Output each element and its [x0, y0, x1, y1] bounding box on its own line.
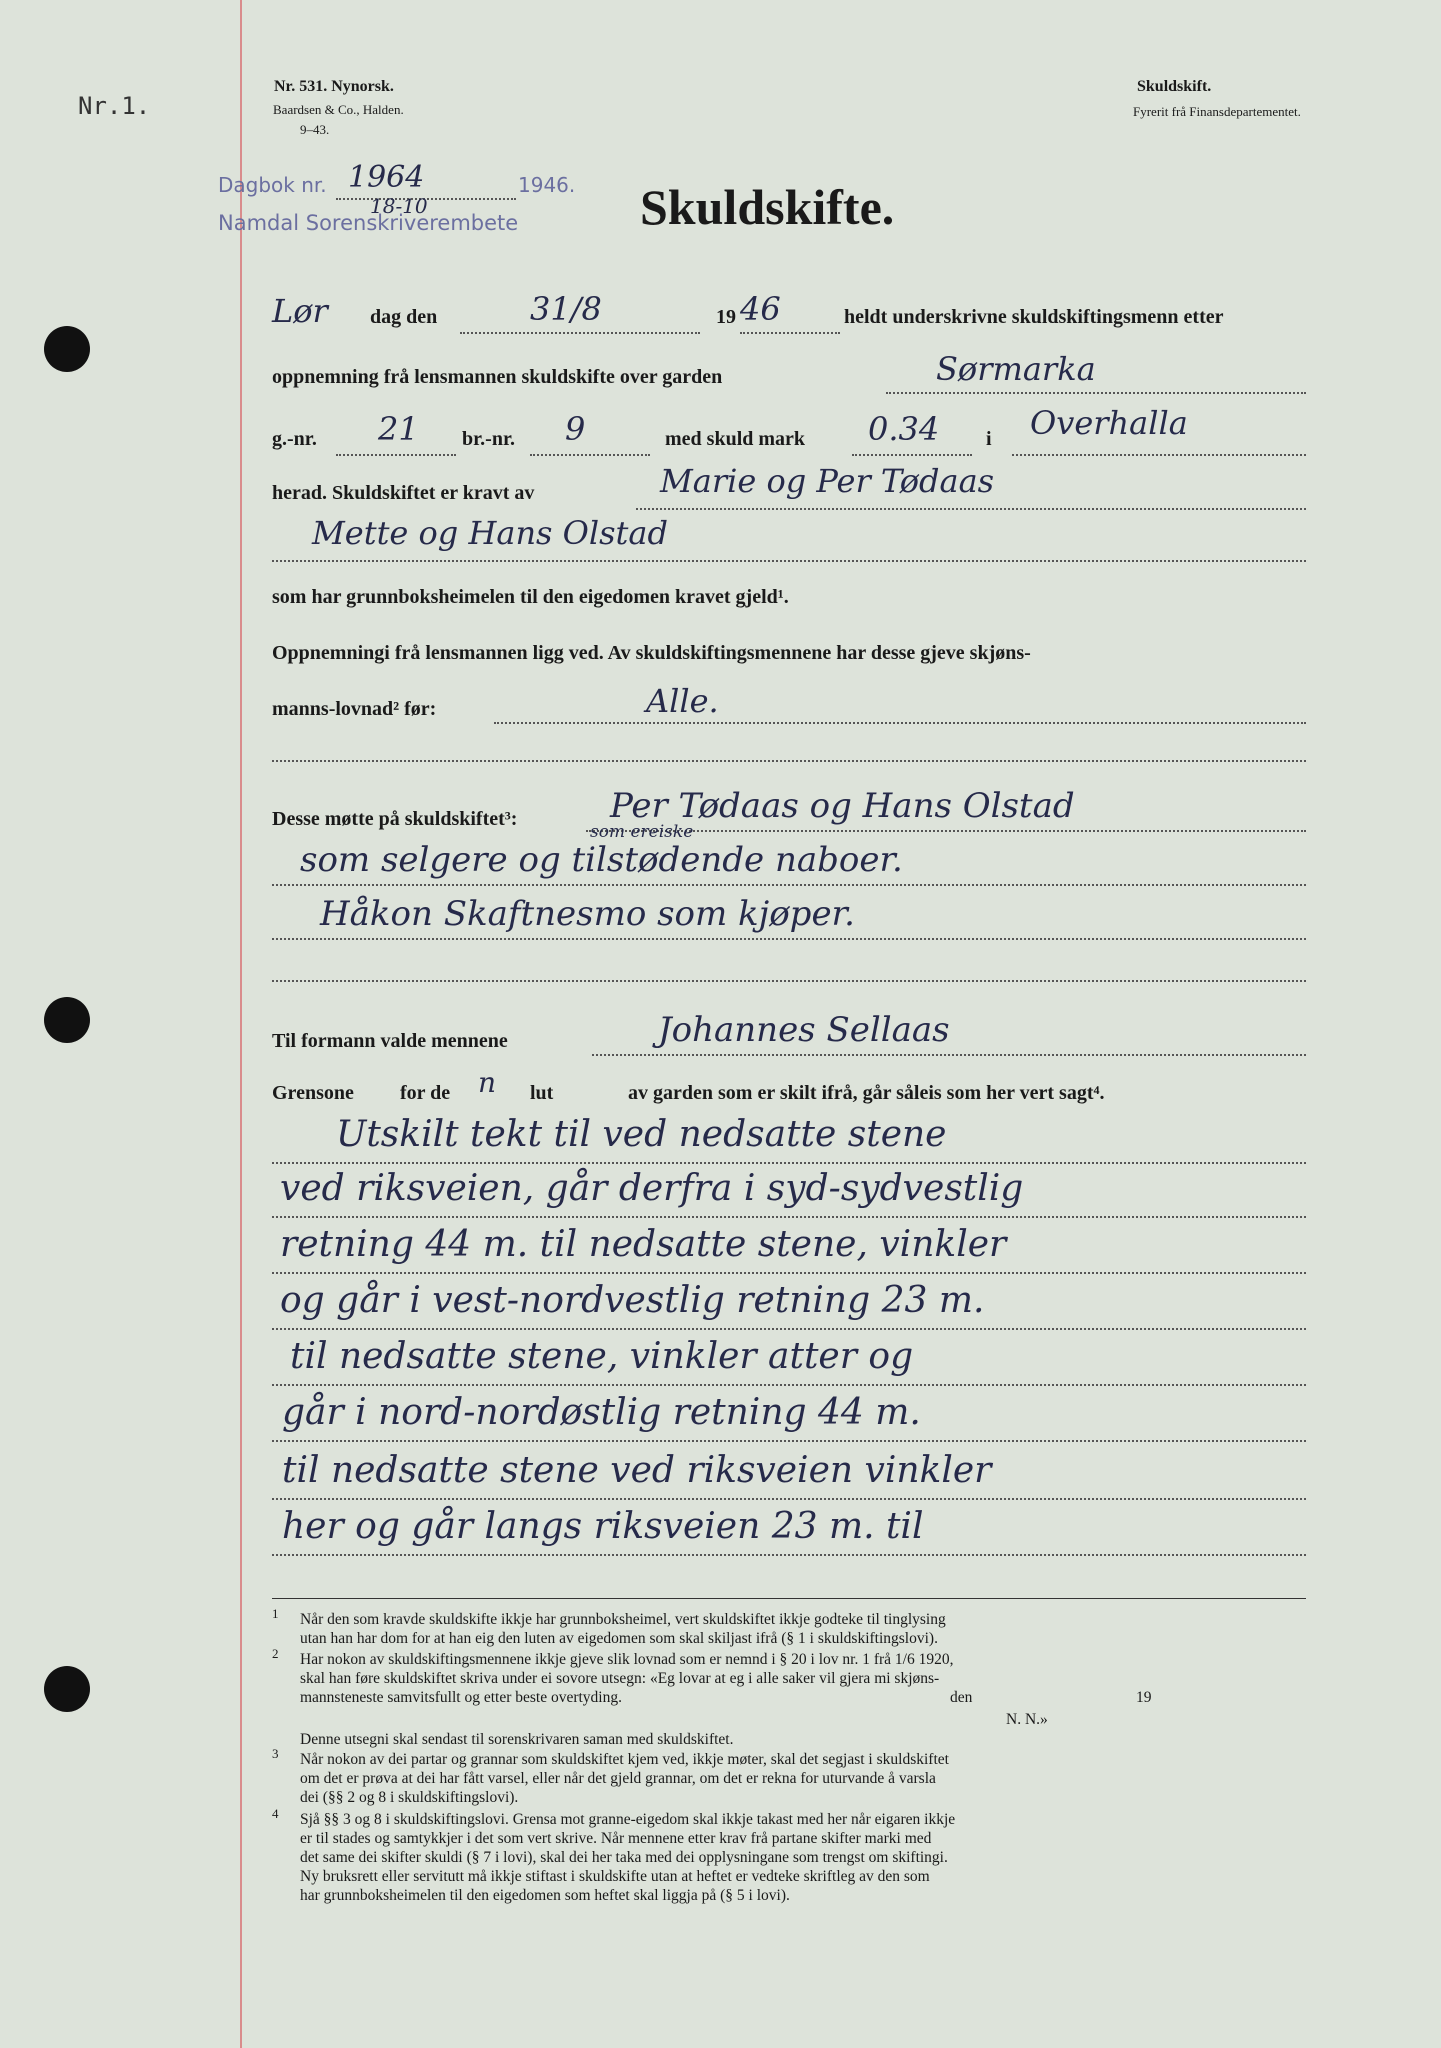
lovnad-value: Alle.	[646, 682, 719, 720]
herad-value: Overhalla	[1030, 404, 1188, 442]
mote-value-3: Håkon Skaftnesmo som kjøper.	[320, 894, 855, 934]
heldt-text: heldt underskrivne skuldskiftingsmenn etter	[844, 306, 1224, 328]
footnote-2-send: Denne utsegni skal sendast til sorenskrivaren saman med skuldskiftet.	[300, 1731, 734, 1748]
formann-value: Johannes Sellaas	[658, 1010, 950, 1050]
grensone-label: Grensone	[272, 1082, 354, 1104]
weekday-value: Lør	[272, 292, 328, 330]
mote-value-2: som selgere og tilstødende naboer.	[300, 840, 903, 880]
boundary-rule	[272, 1384, 1306, 1386]
date-value: 31/8	[530, 290, 602, 328]
stamp-date: 18-10	[370, 194, 428, 218]
mote-line-3	[272, 938, 1306, 940]
footnote-3-line: Når nokon av dei partar og grannar som skuldskiftet kjem ved, ikkje møter, skal det segjast i skuldskiftet	[300, 1751, 949, 1768]
form-print-date: 9–43.	[300, 122, 330, 137]
oppnemningi-text: Oppnemningi frå lensmannen ligg ved. Av skuldskiftingsmennene har desse gjeve skjøns-	[272, 642, 1031, 664]
footnote-2-den: den	[950, 1689, 973, 1706]
footnote-4-line: har grunnboksheimelen til den eigedomen som heftet skal liggja på (§ 5 i lovi).	[300, 1887, 790, 1904]
boundary-rule	[272, 1498, 1306, 1500]
boundary-line: ved riksveien, går derfra i syd-sydvestlig	[280, 1168, 1024, 1209]
lut-label: lut	[530, 1082, 554, 1104]
footnote-2-line: mannsteneste samvitsfullt og etter beste overtyding.	[300, 1689, 622, 1706]
gnr-line	[336, 454, 456, 456]
mote-line-1	[586, 830, 1306, 832]
form-name: Skuldskift.	[1137, 78, 1212, 95]
footnote-4-line: er til stades og samtykkjer i det som vert skrive. Når mennene etter krav frå partane skifter marki med	[300, 1830, 932, 1847]
boundary-rule	[272, 1272, 1306, 1274]
page-title: Skuldskifte.	[640, 179, 895, 235]
footnote-2-line: Har nokon av skuldskiftingsmennene ikkje gjeve slik lovnad som er nemnd i § 20 i lov nr. 1 frå 1/6 1920,	[300, 1651, 954, 1668]
for-de-label: for de	[400, 1082, 451, 1104]
grensone-text: av garden som er skilt ifrå, går såleis som her vert sagt⁴.	[628, 1082, 1105, 1104]
lovnad-line-2	[272, 760, 1306, 762]
formann-line	[592, 1054, 1306, 1056]
footnote-1-line: utan han har dom for at han eig den luten av eigedomen som skal skiljast ifrå (§ 1 i skuldskiftingslovi).	[300, 1630, 938, 1647]
year-suffix: 46	[740, 290, 781, 328]
corner-note: Nr.1.	[78, 92, 151, 120]
lovnad-line	[494, 722, 1306, 724]
lovnad-label: manns-lovnad² før:	[272, 698, 437, 720]
mote-insert: som ereiske	[590, 822, 694, 842]
boundary-line: Utskilt tekt til ved nedsatte stene	[336, 1114, 947, 1155]
garden-line	[886, 392, 1306, 394]
boundary-rule	[272, 1440, 1306, 1442]
oppnemning-text: oppnemning frå lensmannen skuldskifte over garden	[272, 366, 723, 388]
i-label: i	[986, 428, 992, 450]
footnote-number: 2	[272, 1646, 279, 1661]
gnr-label: g.-nr.	[272, 428, 317, 450]
boundary-rule	[272, 1162, 1306, 1164]
skuld-line	[852, 454, 972, 456]
footnote-3-line: om det er prøva at dei har fått varsel, eller når det gjeld grannar, om det er rekna for uturvande å varsla	[300, 1770, 936, 1787]
garden-value: Sørmarka	[936, 350, 1096, 388]
boundary-line: retning 44 m. til nedsatte stene, vinkler	[280, 1224, 1007, 1265]
grunnbok-text: som har grunnboksheimelen til den eigedomen kravet gjeld¹.	[272, 586, 789, 608]
boundary-rule	[272, 1328, 1306, 1330]
kravt-av-2: Mette og Hans Olstad	[312, 514, 668, 552]
mote-label: Desse møtte på skuldskiftet³:	[272, 808, 518, 830]
boundary-rule	[272, 1216, 1306, 1218]
gnr-value: 21	[378, 410, 419, 448]
footnote-number: 4	[272, 1806, 279, 1821]
footnote-4-line: Sjå §§ 3 og 8 i skuldskiftingslovi. Grensa mot granne-eigedom skal ikkje takast med her når eigaren ikkje	[300, 1811, 956, 1828]
year-line	[740, 332, 840, 334]
punch-hole	[44, 997, 90, 1043]
boundary-line: til nedsatte stene ved riksveien vinkler	[282, 1450, 992, 1491]
formann-label: Til formann valde mennene	[272, 1030, 508, 1052]
kravt-line-2	[272, 560, 1306, 562]
boundary-rule	[272, 1554, 1306, 1556]
boundary-line: og går i vest-nordvestlig retning 23 m.	[280, 1280, 985, 1321]
brnr-label: br.-nr.	[462, 428, 515, 450]
kravt-line-1	[636, 508, 1306, 510]
brnr-value: 9	[565, 410, 586, 448]
kravt-av-1: Marie og Per Tødaas	[660, 462, 995, 500]
margin-line	[240, 0, 242, 2048]
brnr-line	[530, 454, 650, 456]
footnote-number: 3	[272, 1746, 279, 1761]
footnote-4-line: Ny bruksrett eller servitutt må ikkje stiftast i skuldskifte utan at heftet er vedteke skriftleg av den som	[300, 1868, 930, 1885]
skuld-value: 0.34	[868, 410, 940, 448]
footnote-1-line: Når den som kravde skuldskifte ikkje har grunnboksheimel, vert skuldskiftet ikkje godteke til tinglysing	[300, 1611, 946, 1628]
stamp-year: 1946.	[518, 173, 576, 197]
for-de-value: n	[478, 1066, 497, 1099]
dag-den-label: dag den	[370, 306, 438, 328]
punch-hole	[44, 326, 90, 372]
punch-hole	[44, 1666, 90, 1712]
mote-line-4	[272, 980, 1306, 982]
herad-line	[1012, 454, 1306, 456]
form-printer: Baardsen & Co., Halden.	[273, 102, 404, 117]
mote-line-2	[272, 884, 1306, 886]
boundary-line: går i nord-nordøstlig retning 44 m.	[282, 1392, 921, 1433]
mote-value-1: Per Tødaas og Hans Olstad	[610, 786, 1075, 826]
footnote-2-signature: N. N.»	[1006, 1711, 1048, 1728]
footnote-3-line: dei (§§ 2 og 8 i skuldskiftingslovi).	[300, 1789, 519, 1806]
footnote-number: 1	[272, 1606, 279, 1621]
boundary-line: her og går langs riksveien 23 m. til	[282, 1506, 924, 1547]
footnote-4-line: det same dei skifter skuldi (§ 7 i lovi), skal dei her taka med dei opplysningane som trengst om skiftingi.	[300, 1849, 948, 1866]
boundary-line: til nedsatte stene, vinkler atter og	[290, 1336, 914, 1377]
footnote-2-year: 19	[1136, 1689, 1152, 1706]
skuld-label: med skuld mark	[665, 428, 806, 450]
stamp-dagbok-number: 1964	[348, 160, 425, 195]
stamp-office: Namdal Sorenskriverembete	[218, 211, 519, 235]
footnote-rule	[272, 1598, 1306, 1599]
footnote-2-line: skal han føre skuldskiftet skriva under ei sovore utsegn: «Eg lovar at eg i alle saker vil gjera mi skjøns-	[300, 1670, 940, 1687]
date-line	[460, 332, 700, 334]
stamp-dagbok-label: Dagbok nr.	[218, 173, 327, 197]
year-prefix: 19	[716, 306, 736, 328]
krav-label: herad. Skuldskiftet er kravt av	[272, 482, 535, 504]
form-approval: Fyrerit frå Finansdepartementet.	[1133, 104, 1301, 119]
form-number: Nr. 531. Nynorsk.	[274, 78, 394, 95]
